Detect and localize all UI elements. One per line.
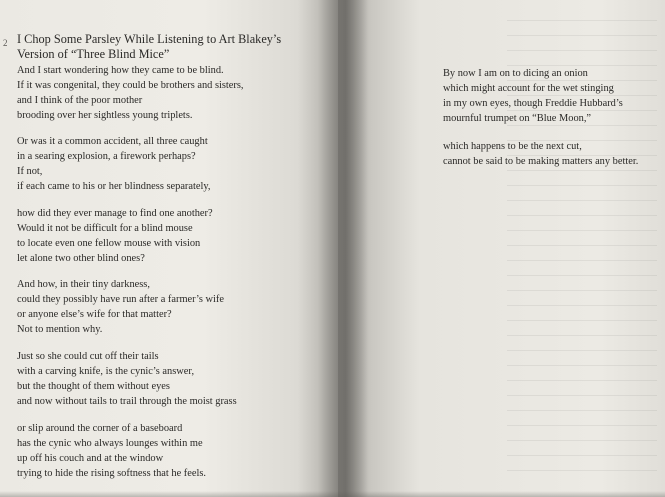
poem-line: And I start wondering how they came to be blind. — [17, 65, 224, 76]
poem-line: or anyone else’s wife for that matter? — [17, 309, 172, 320]
book-gutter — [318, 0, 368, 497]
poem-line: and I think of the poor mother — [17, 95, 143, 106]
poem-line: how did they ever manage to find one another? — [17, 208, 213, 219]
stanza-5 — [17, 349, 237, 409]
poem-line: Or was it a common accident, all three caught — [17, 136, 208, 147]
poem-line: If it was congenital, they could be brothers and sisters, — [17, 80, 244, 91]
poem-line: has the cynic who always lounges within me — [17, 438, 203, 449]
stanza-2 — [17, 134, 211, 194]
poem-line: trying to hide the rising softness that he feels. — [17, 468, 207, 479]
poem-line: up off his couch and at the window — [17, 453, 164, 464]
poem-line: which might account for the wet stinging — [443, 83, 614, 94]
poem-title — [17, 32, 281, 62]
stanza-3 — [17, 206, 213, 266]
poem-line: or slip around the corner of a baseboard — [17, 423, 183, 434]
poem-title-line: Version of “Three Blind Mice” — [17, 47, 170, 61]
page-bottom-edge — [0, 491, 665, 497]
poem-title-line: I Chop Some Parsley While Listening to Art Blakey’s — [17, 32, 282, 46]
poem-line: Not to mention why. — [17, 324, 103, 335]
stanza-4 — [17, 277, 224, 337]
poem-line: but the thought of them without eyes — [17, 381, 170, 392]
poem-line: if each came to his or her blindness separately, — [17, 181, 211, 192]
poem-line: which happens to be the next cut, — [443, 141, 582, 152]
poem-line: cannot be said to be making matters any better. — [443, 156, 639, 167]
poem-line: If not, — [17, 166, 43, 177]
poem-line: Just so she could cut off their tails — [17, 351, 159, 362]
stanza-7 — [443, 66, 623, 126]
poem-line: in a searing explosion, a firework perhaps? — [17, 151, 196, 162]
stanza-6 — [17, 421, 206, 481]
poem-line: And how, in their tiny darkness, — [17, 279, 150, 290]
poem-line: Would it not be difficult for a blind mouse — [17, 223, 193, 234]
stanza-1 — [17, 63, 244, 123]
poem-line: brooding over her sightless young triplets. — [17, 110, 193, 121]
poem-line: to locate even one fellow mouse with vision — [17, 238, 201, 249]
poem-line: mournful trumpet on “Blue Moon,” — [443, 113, 592, 124]
poem-line: By now I am on to dicing an onion — [443, 68, 588, 79]
poem-line: with a carving knife, is the cynic’s answer, — [17, 366, 195, 377]
poem-line: in my own eyes, though Freddie Hubbard’s — [443, 98, 623, 109]
poem-line: could they possibly have run after a farmer’s wife — [17, 294, 224, 305]
stanza-8 — [443, 139, 638, 169]
margin-mark: 2 — [3, 38, 8, 48]
poem-line: and now without tails to trail through the moist grass — [17, 396, 237, 407]
poem-line: let alone two other blind ones? — [17, 253, 145, 264]
